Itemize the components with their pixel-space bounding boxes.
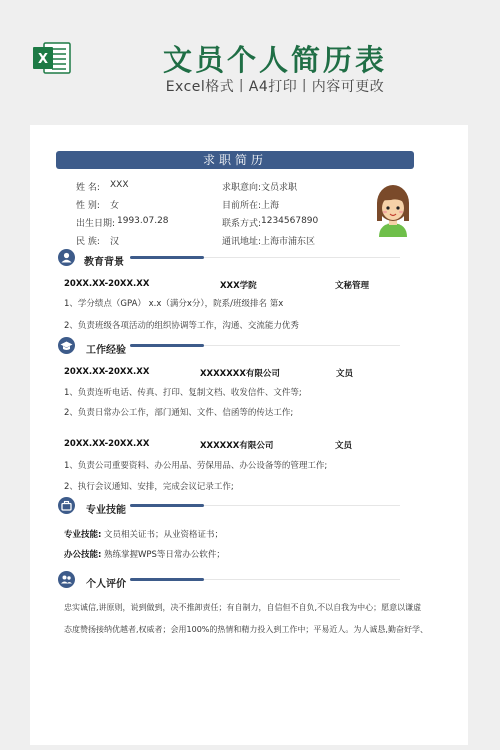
- education-major: 文秘管理: [335, 281, 370, 291]
- location-value: 上海: [261, 201, 280, 211]
- job-date: 20XX.XX-20XX.XX: [64, 439, 150, 449]
- education-divider: [204, 257, 400, 258]
- job-role: 文员: [335, 441, 353, 451]
- mortarboard-icon: [58, 337, 75, 354]
- work-divider: [204, 345, 400, 346]
- education-date: 20XX.XX-20XX.XX: [64, 279, 150, 289]
- people-icon: [58, 571, 75, 588]
- work-title: 工作经验: [86, 345, 126, 356]
- name-label: 姓 名:: [76, 183, 100, 193]
- intent-value: 文员求职: [261, 183, 298, 193]
- education-title: 教育背景: [84, 257, 124, 268]
- job-company: XXXXXXX有限公司: [200, 369, 280, 379]
- job-item: 1、负责公司重要资料、办公用品、劳保用品、办公设备等的管理工作;: [64, 461, 328, 471]
- excel-icon: [32, 40, 72, 76]
- skills-rule: [130, 504, 204, 507]
- intent-label: 求职意向:: [222, 183, 262, 193]
- evaluation-divider: [204, 579, 400, 580]
- education-item: 2、负责班级各项活动的组织协调等工作，沟通、交流能力优秀: [64, 321, 299, 331]
- education-item: 1、学分绩点（GPA） x.x（满分x分），院系/班级排名 第x: [64, 299, 284, 309]
- job-item: 2、负责日常办公工作，部门通知、文件、信函等的传达工作;: [64, 408, 294, 418]
- education-school: XXX学院: [220, 281, 257, 291]
- job-item: 2、执行会议通知、安排，完成会议记录工作;: [64, 482, 234, 492]
- birth-label: 出生日期:: [76, 219, 116, 229]
- skill-label: 办公技能:: [64, 550, 102, 560]
- skills-title: 专业技能: [86, 505, 126, 516]
- skills-divider: [204, 505, 400, 506]
- skill-label: 专业技能:: [64, 530, 102, 540]
- location-label: 目前所在:: [222, 201, 262, 211]
- phone-value: 1234567890: [261, 216, 319, 226]
- page-subtitle: Excel格式丨A4打印丨内容可更改: [165, 79, 385, 95]
- briefcase-icon: [58, 497, 75, 514]
- phone-label: 联系方式:: [222, 219, 262, 229]
- evaluation-title: 个人评价: [86, 579, 126, 590]
- gender-label: 性 别:: [76, 201, 100, 211]
- skill-value: 文员相关证书；从业资格证书；: [104, 530, 224, 540]
- education-rule: [130, 256, 204, 259]
- job-item: 1、负责连听电话、传真、打印、复制文档、收发信件、文件等;: [64, 388, 302, 398]
- ethnicity-value: 汉: [110, 237, 120, 247]
- job-date: 20XX.XX-20XX.XX: [64, 367, 150, 377]
- gender-value: 女: [110, 201, 120, 211]
- name-value: XXX: [110, 180, 129, 190]
- address-label: 通讯地址:: [222, 237, 262, 247]
- job-role: 文员: [336, 369, 354, 379]
- birth-value: 1993.07.28: [117, 216, 169, 226]
- evaluation-line: 忠实诚信,讲原则，说到做到，决不推卸责任；有自制力，自信但不自负,不以自我为中心；愿意以谦虚: [64, 603, 422, 612]
- resume-sheet: [30, 125, 468, 745]
- avatar: [365, 181, 421, 237]
- excel-logo-letter: X: [37, 52, 49, 67]
- evaluation-line: 态度赞扬接纳优越者,权威者；会用100%的热情和精力投入到工作中；平易近人。为人诚恳,勤奋好学、: [64, 625, 428, 634]
- evaluation-rule: [130, 578, 204, 581]
- job-company: XXXXXX有限公司: [200, 441, 274, 451]
- work-rule: [130, 344, 204, 347]
- top-banner: [0, 0, 500, 110]
- page-title: 文员个人简历表: [162, 43, 387, 77]
- skill-value: 熟练掌握WPS等日常办公软件；: [104, 550, 225, 560]
- resume-header: 求职简历: [56, 151, 414, 169]
- address-value: 上海市浦东区: [261, 237, 316, 247]
- ethnicity-label: 民 族:: [76, 237, 100, 247]
- graduation-icon: [58, 249, 75, 266]
